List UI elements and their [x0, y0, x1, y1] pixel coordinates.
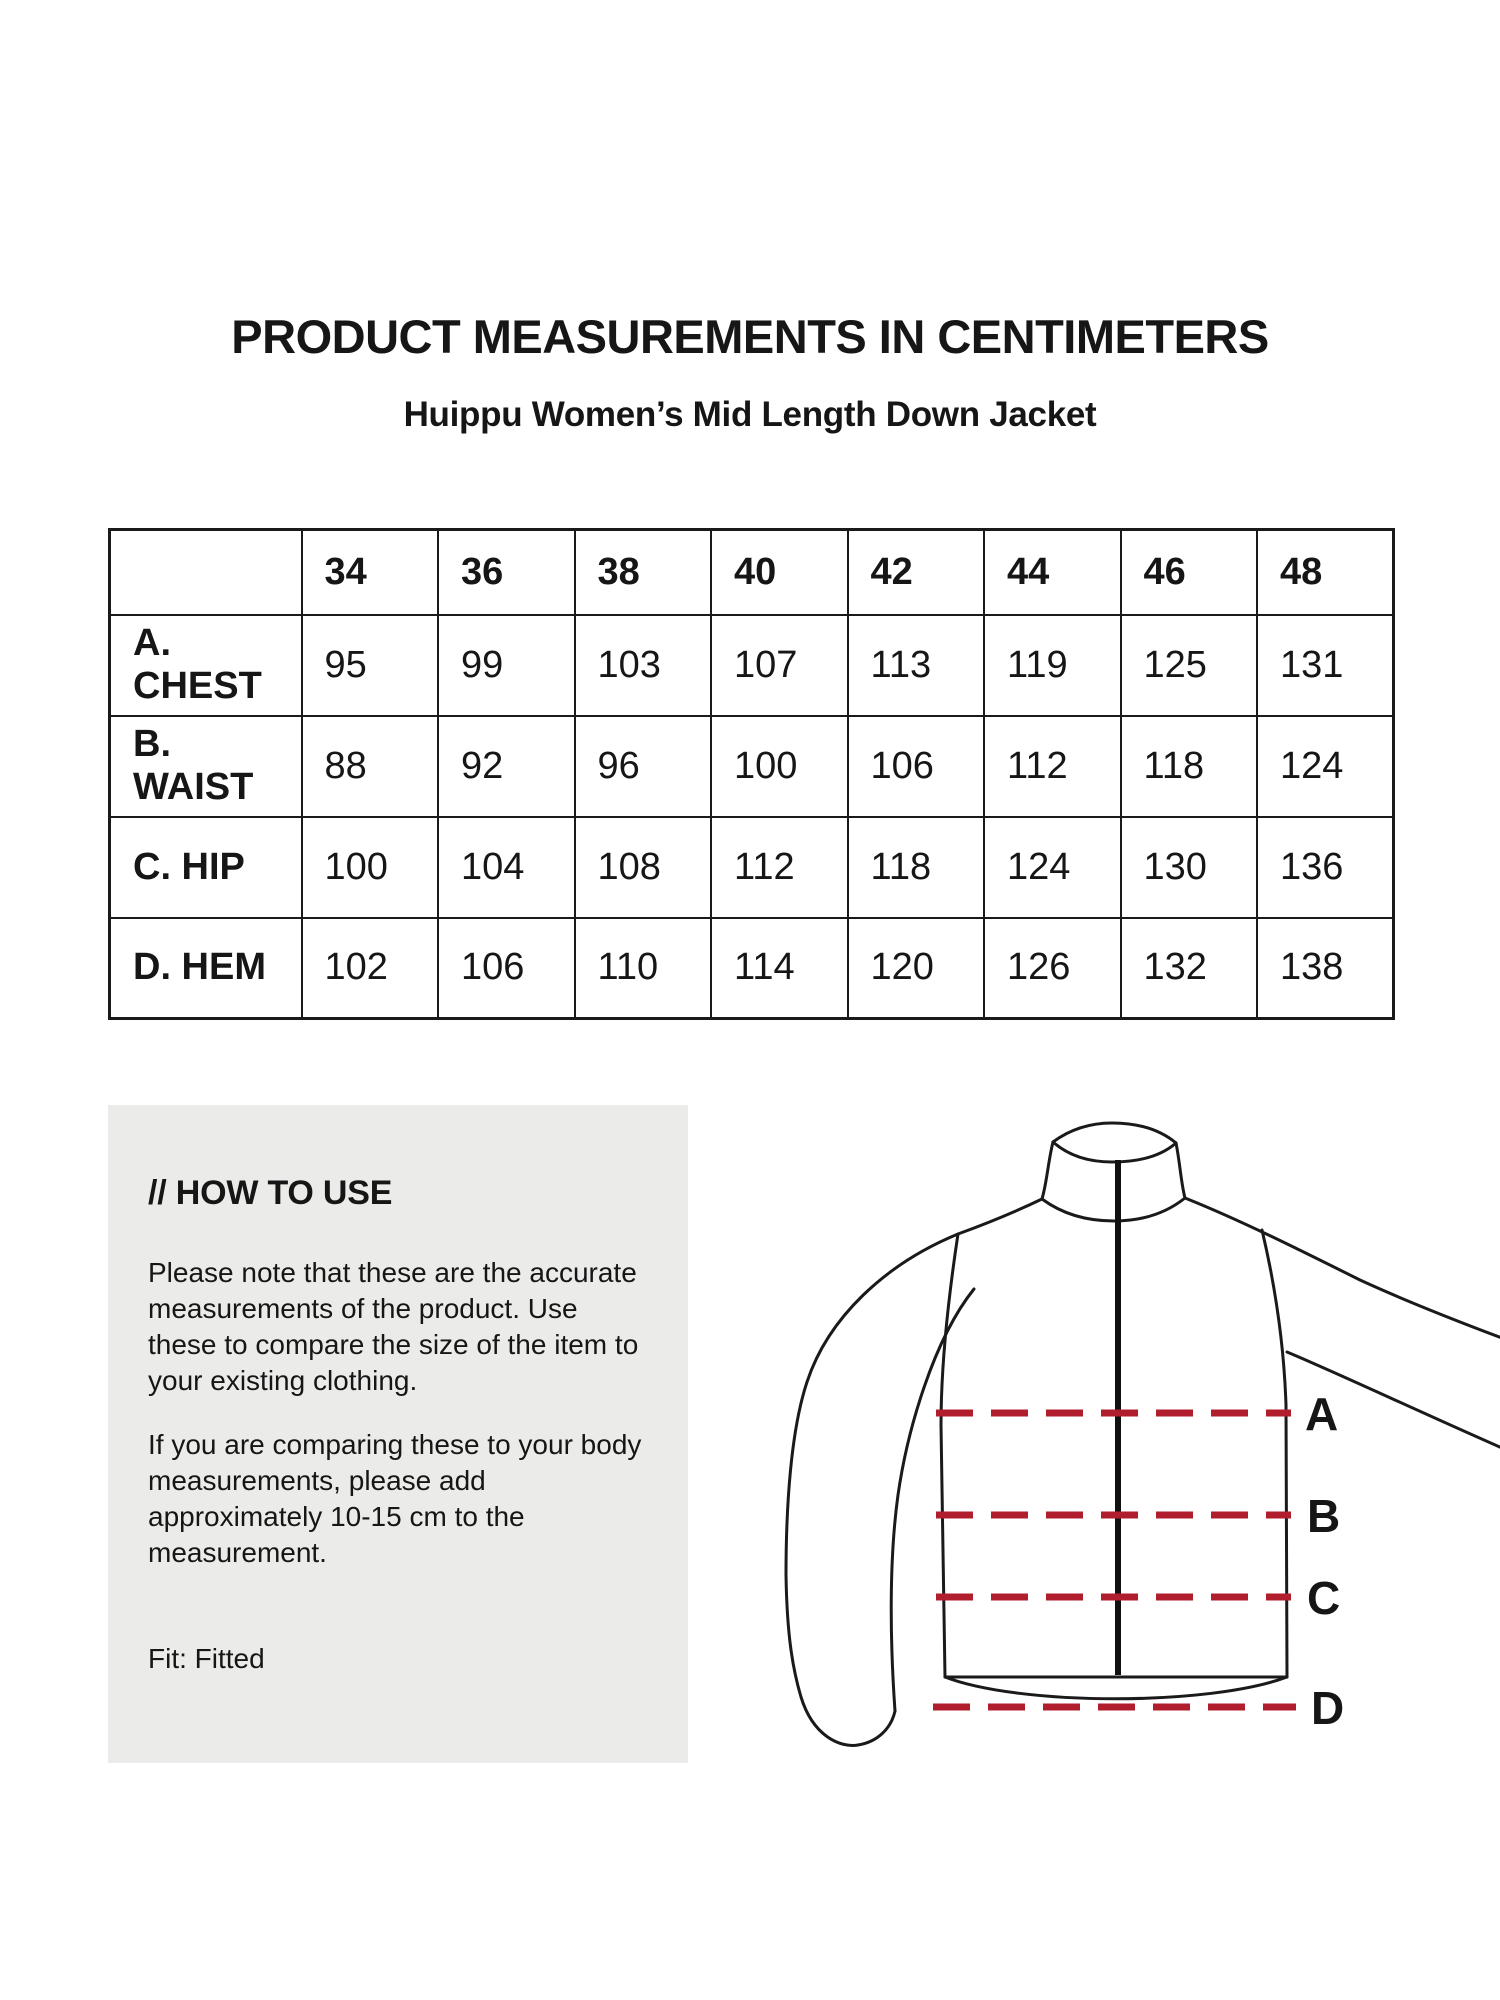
measurement-letters	[1305, 1388, 1344, 1734]
page-title: PRODUCT MEASUREMENTS IN CENTIMETERS	[231, 310, 1269, 363]
body-right-edge	[1262, 1230, 1287, 1677]
corner-cell	[110, 530, 302, 615]
cell: 124	[984, 817, 1121, 918]
cell: 113	[848, 615, 985, 716]
cell: 104	[438, 817, 575, 918]
letter-A: A	[1305, 1388, 1339, 1440]
cell: 100	[711, 716, 848, 817]
collar-left-side	[1042, 1142, 1053, 1199]
left-sleeve-cuff	[801, 1697, 895, 1745]
letter-C: C	[1307, 1572, 1341, 1624]
cell: 103	[575, 615, 712, 716]
row-label: B. WAIST	[110, 716, 302, 817]
row-label: D. HEM	[110, 918, 302, 1019]
size-header: 42	[848, 530, 985, 615]
letter-B: B	[1307, 1490, 1341, 1542]
size-header: 34	[302, 530, 439, 615]
collar-neckline	[1042, 1198, 1185, 1221]
table-row-hip	[110, 817, 1394, 918]
row-label: A. CHEST	[110, 615, 302, 716]
cell: 102	[302, 918, 439, 1019]
cell: 112	[984, 716, 1121, 817]
collar-top-edge	[1053, 1123, 1176, 1143]
left-sleeve-inner	[891, 1289, 974, 1711]
table-row-hem	[110, 918, 1394, 1019]
cell: 88	[302, 716, 439, 817]
size-header: 48	[1257, 530, 1394, 615]
left-shoulder	[958, 1199, 1042, 1234]
product-name-subtitle: Huippu Women’s Mid Length Down Jacket	[403, 395, 1097, 434]
collar-right-side	[1176, 1143, 1185, 1198]
size-header: 38	[575, 530, 712, 615]
how-to-use-panel	[108, 1105, 688, 1763]
cell: 119	[984, 615, 1121, 716]
cell: 110	[575, 918, 712, 1019]
cell: 106	[438, 918, 575, 1019]
collar-opening-edge	[1053, 1142, 1176, 1162]
size-header: 36	[438, 530, 575, 615]
hem-bottom-curve	[945, 1677, 1287, 1699]
measurement-table	[108, 528, 1395, 1020]
cell: 118	[848, 817, 985, 918]
size-header-row	[110, 530, 1394, 615]
cell: 118	[1121, 716, 1258, 817]
how-to-use-paragraph-2: If you are comparing these to your body measurements, please add approximately 10-15 cm to the measurement.	[148, 1429, 642, 1568]
table-row-waist	[110, 716, 1394, 817]
measurement-lines	[933, 1413, 1296, 1707]
how-to-use-paragraph-1: Please note that these are the accurate measurements of the product. Use these to compare the size of the item to your existing clothing.	[148, 1257, 639, 1396]
cell: 132	[1121, 918, 1258, 1019]
letter-D: D	[1311, 1682, 1345, 1734]
body-left-edge	[941, 1234, 958, 1677]
cell: 107	[711, 615, 848, 716]
cell: 95	[302, 615, 439, 716]
cell: 100	[302, 817, 439, 918]
cell: 138	[1257, 918, 1394, 1019]
size-header: 46	[1121, 530, 1258, 615]
table-row-chest	[110, 615, 1394, 716]
cell: 124	[1257, 716, 1394, 817]
size-header: 44	[984, 530, 1121, 615]
cell: 106	[848, 716, 985, 817]
cell: 108	[575, 817, 712, 918]
cell: 130	[1121, 817, 1258, 918]
cell: 125	[1121, 615, 1258, 716]
cell: 136	[1257, 817, 1394, 918]
cell: 114	[711, 918, 848, 1019]
cell: 120	[848, 918, 985, 1019]
jacket-measurement-diagram	[780, 1085, 1500, 1785]
right-sleeve-outer	[1185, 1198, 1500, 1338]
size-header: 40	[711, 530, 848, 615]
row-label: C. HIP	[110, 817, 302, 918]
cell: 99	[438, 615, 575, 716]
jacket-outline-drawing	[786, 1123, 1500, 1745]
cell: 112	[711, 817, 848, 918]
how-to-use-heading: // HOW TO USE	[148, 1174, 393, 1212]
cell: 131	[1257, 615, 1394, 716]
cell: 126	[984, 918, 1121, 1019]
cell: 96	[575, 716, 712, 817]
fit-label: Fit: Fitted	[148, 1643, 265, 1674]
cell: 92	[438, 716, 575, 817]
left-sleeve-outer	[786, 1234, 958, 1697]
